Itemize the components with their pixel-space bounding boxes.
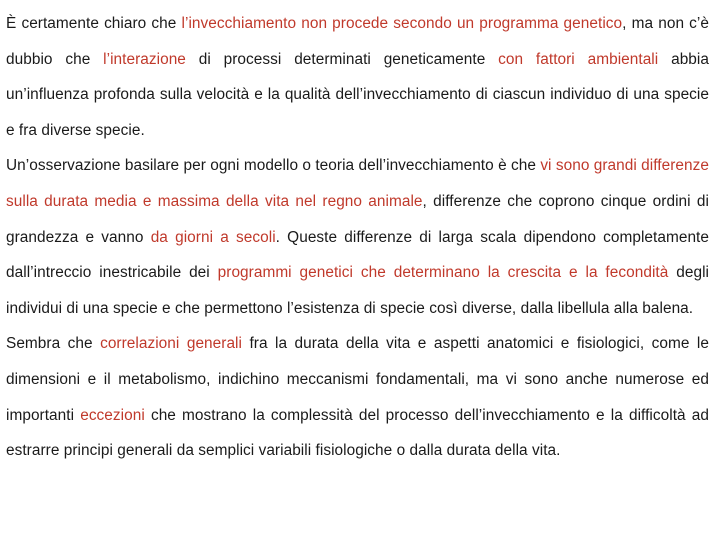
highlighted-phrase: eccezioni [80, 406, 145, 424]
body-text-segment: degli individui di una specie e che permettono l’esistenza di specie così diverse, dalla libellula alla balena. [6, 264, 710, 317]
highlighted-phrase: l’interazione [103, 50, 186, 68]
body-text-segment: abbia un’influenza profonda sulla velocità e la qualità dell’invecchiamento di ciascun individuo di una specie e fra diverse specie. [6, 50, 709, 139]
body-text-segment: fra la durata della vita e aspetti anatomici e fisiologici, come le dimensioni e il metabolismo, indichino meccanismi fondamentali, ma vi sono anche numerose ed importanti [6, 335, 709, 424]
body-text-segment: Un’osservazione basilare per ogni modello o teoria dell’invecchiamento è che [6, 157, 541, 175]
body-text-segment: di processi determinati geneticamente [185, 50, 499, 68]
paragraph-1 [6, 6, 709, 148]
body-text-segment: Sembra che [6, 335, 101, 353]
highlighted-phrase: vi sono grandi differenze sulla durata media e massima della vita nel regno animale [6, 157, 709, 210]
paragraph-2 [6, 148, 709, 326]
paragraph-3 [6, 326, 709, 468]
body-text-segment: , differenze che coprono cinque ordini di grandezza e vanno [6, 192, 709, 246]
body-text-segment: È certamente chiaro che [6, 15, 182, 32]
highlighted-phrase: programmi genetici che determinano la crescita e la fecondità [217, 264, 669, 282]
highlighted-phrase: da giorni a secoli [150, 228, 276, 246]
document-page [6, 6, 709, 469]
highlighted-phrase: l’invecchiamento non procede secondo un programma genetico [181, 15, 623, 32]
body-text-segment: , ma non c’è dubbio che [6, 15, 710, 68]
body-text-segment: . Queste differenze di larga scala dipendono completamente dall’intreccio inestricabile dei [6, 228, 709, 282]
highlighted-phrase: con fattori ambientali [498, 50, 659, 68]
body-text-segment: che mostrano la complessità del processo dell’invecchiamento e la difficoltà ad estrarre principi generali da semplici variabili fisiologiche o dalla durata della vita. [6, 406, 709, 460]
highlighted-phrase: correlazioni generali [100, 335, 242, 353]
